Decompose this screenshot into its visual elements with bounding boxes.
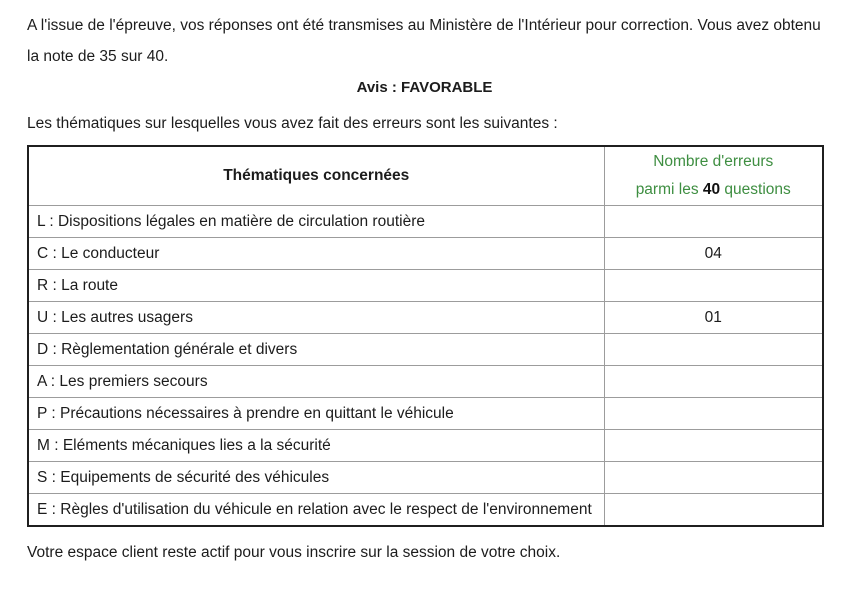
errors-table-header (28, 146, 823, 206)
column-header-errors (604, 146, 823, 206)
error-count (604, 398, 823, 430)
column-header-themes: Thématiques concernées (28, 146, 604, 206)
theme-label: R : La route (28, 270, 604, 302)
theme-label: A : Les premiers secours (28, 366, 604, 398)
error-count: 01 (604, 302, 823, 334)
errors-table (27, 145, 824, 527)
error-count (604, 462, 823, 494)
header-row (28, 146, 823, 206)
errors-header-line1: Nombre d'erreurs (653, 153, 774, 170)
theme-label: D : Règlementation générale et divers (28, 334, 604, 366)
errors-header-line2-suffix: questions (720, 181, 791, 198)
theme-label: C : Le conducteur (28, 238, 604, 270)
errors-header-count: 40 (702, 181, 721, 198)
table-row-precautions (28, 398, 823, 430)
table-row-route (28, 270, 823, 302)
error-count: 04 (604, 238, 823, 270)
error-count (604, 334, 823, 366)
table-row-reglementation (28, 334, 823, 366)
theme-label: S : Equipements de sécurité des véhicules (28, 462, 604, 494)
error-count (604, 366, 823, 398)
theme-label: M : Eléments mécaniques lies a la sécurité (28, 430, 604, 462)
table-row-mecaniques (28, 430, 823, 462)
error-count (604, 270, 823, 302)
theme-label: E : Règles d'utilisation du véhicule en relation avec le respect de l'environnement (28, 494, 604, 526)
error-count (604, 206, 823, 238)
errors-header-line2-prefix: parmi les (635, 181, 703, 198)
theme-label: U : Les autres usagers (28, 302, 604, 334)
error-count (604, 494, 823, 526)
avis-heading: Avis : FAVORABLE (356, 79, 493, 96)
table-row-legales (28, 206, 823, 238)
table-row-environnement (28, 494, 823, 526)
errors-table-body (28, 206, 823, 526)
theme-label: P : Précautions nécessaires à prendre en quittant le véhicule (28, 398, 604, 430)
themes-intro-text: Les thématiques sur lesquelles vous avez fait des erreurs sont les suivantes : (27, 115, 558, 132)
table-row-usagers (28, 302, 823, 334)
error-count (604, 430, 823, 462)
table-row-conducteur (28, 238, 823, 270)
footer-note: Votre espace client reste actif pour vous inscrire sur la session de votre choix. (27, 543, 561, 561)
table-row-secours (28, 366, 823, 398)
table-row-equipements (28, 462, 823, 494)
intro-paragraph: A l'issue de l'épreuve, vos réponses ont été transmises au Ministère de l'Intérieur pour correction. Vous avez obtenu la note de 35 sur 40. (27, 17, 821, 65)
theme-label: L : Dispositions légales en matière de circulation routière (28, 206, 604, 238)
